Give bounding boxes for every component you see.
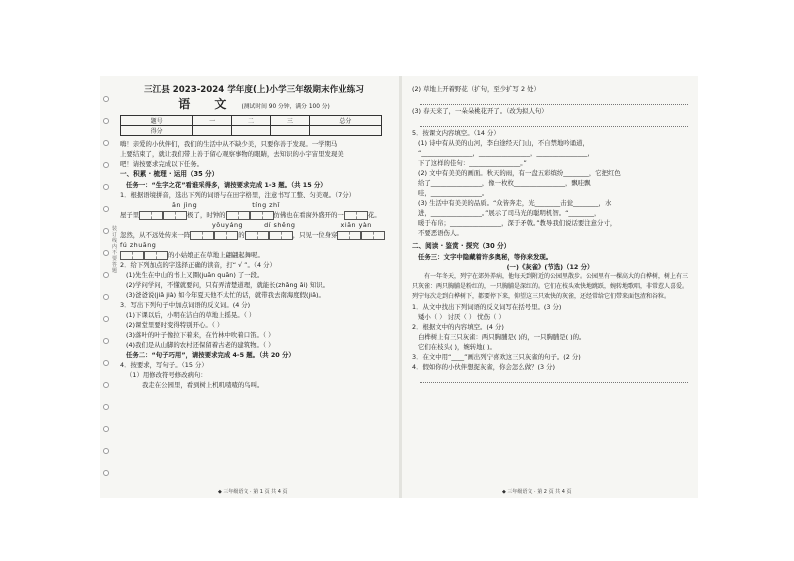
score-cell[interactable] [232, 126, 271, 136]
question-3-item: (1)下课以后，小明在洁白的草地上摇晃。（ ） [126, 311, 256, 319]
tianzige-box[interactable] [361, 231, 385, 240]
pinyin-row [120, 220, 388, 230]
q1-text: 花。 [367, 211, 381, 219]
reading-question-2: 2．根据文中的内容填空。(4 分) [412, 323, 504, 331]
question-5-line: 下了这样的佳句：________________。” [418, 159, 527, 167]
question-4-item: (2) 草地上开着野花（扩句，至少扩写 2 处） [412, 85, 540, 93]
page-right [402, 76, 698, 498]
tianzige-box[interactable] [269, 231, 293, 240]
tianzige-box[interactable] [344, 211, 368, 220]
q1-text: 忽然，从不远处传来一阵 [120, 231, 191, 239]
question-2-item: (3)爸爸说(jiǎ jià) 如今年夏天他不太忙的话，就带我去南海度假(jiǎ)。 [126, 291, 325, 299]
task-1-title: 任务一：“生字之花”看谁采得多，请按要求完成 1-3 题。（共 15 分） [126, 181, 327, 189]
page-footer: ◆ 三年级语文 · 第 2 页 共 4 页 [502, 489, 572, 495]
question-5-line: 暖于布帛；________________，深于矛戟。”教导我们说话要注意分寸， [418, 219, 617, 227]
passage-title: (一)《灰雀》(节选)（12 分） [506, 263, 594, 271]
passage-text: 有一年冬天，列宁在郊外养病，他每天到附近的公园里散步。公园里有一棵高大的白桦树，树上有三只灰雀：两只胸脯是粉红的，一只胸脯是深红的。它们在枝头欢快地跳跃，婉转地歌唱，非常惹人喜爱。列宁每次走到白桦树下，都要停下来，仰望这三只欢快的灰雀，还经常给它们带来面包渣和谷粒。 [412, 273, 689, 300]
question-1-line-1 [120, 210, 388, 220]
question-1: 1．根据语境拼音，选出下列的词语与在田字格里，注意书写工整、匀美观。（7分） [120, 191, 355, 199]
question-3-item: (4)我们是从山脚的农村还保留着古老的建筑物。（ ） [126, 341, 275, 349]
question-5-line: (3) 生活中有美美的品质。“众皆奔走，光________击瓮________，水 [418, 199, 612, 207]
subject-heading [120, 96, 388, 114]
reading-question-4: 4．假如你的小伙伴想捉灰雀，你会怎么做？(3 分) [412, 363, 555, 371]
reading-question-2-line: 白桦树上有三只灰雀：两只胸脯是( )的，一只胸脯是( )的。 [418, 333, 586, 341]
page-left [100, 76, 398, 498]
reading-question-1: 1．从文中找出下列词语的反义词写在括号里。(3 分) [412, 303, 562, 311]
score-cell[interactable] [270, 126, 309, 136]
question-5-line: 哇，________________。 [418, 189, 489, 197]
answer-line[interactable] [420, 373, 688, 383]
reading-question-1-items: 矮小（ ） 讨厌（ ） 忧伤（ ） [418, 313, 505, 321]
q1-text: 时钟的 [206, 211, 226, 219]
question-4-item: （1）用修改符号修改病句： [126, 371, 207, 379]
score-cell[interactable] [193, 126, 232, 136]
q1-text: 极了， [187, 211, 207, 219]
pinyin-row [120, 200, 388, 210]
q1-text: 的 [238, 231, 245, 239]
score-header-cell: 二 [232, 116, 271, 126]
score-table-row [121, 126, 382, 136]
score-header-cell: 三 [270, 116, 309, 126]
pinyin-xian-yan: xiān yàn [340, 221, 372, 229]
intro-line: 嗨！亲爱的小伙伴们，我们的生活中从不缺少美，只要你善于发现。一学期马 [120, 140, 338, 148]
question-1-line-3 [120, 250, 388, 260]
q1-text: 的小姑娘正在草地上翩翩起舞呢。 [168, 251, 264, 259]
answer-line[interactable] [420, 117, 688, 127]
intro-line: 上要结束了，就让我们带上善于留心观察事物的眼睛，去知识的小宇宙里发现美 [120, 150, 344, 158]
question-4: 4．按要求，写句子。（15 分） [120, 361, 208, 369]
question-5-line: 给了________________，像一枚枚________________，飘哇飘 [418, 179, 591, 187]
section-1-title: 一、积累 · 梳理 · 运用（35 分） [120, 170, 219, 178]
tianzige-box[interactable] [245, 231, 269, 240]
question-4-sentence: 我走在公园里，看到树上机叽喳喳的鸟叫。 [142, 381, 264, 389]
tianzige-box[interactable] [139, 211, 163, 220]
page-footer: ◆ 三年级语文 · 第 1 页 共 4 页 [218, 489, 288, 495]
question-5: 5．按课文内容填空。（14 分） [412, 129, 500, 137]
q1-text: 屋子里 [120, 211, 140, 219]
score-header-cell: 总分 [309, 116, 381, 126]
question-4-item: (3) 春天来了，一朵朵桃花开了。（改为拟人句） [412, 107, 548, 115]
reading-question-3: 3．在文中用“____”画出列宁喜欢这三只灰雀的句子。(2 分) [412, 353, 581, 361]
question-2: 2．给下列加点的字选择正确的读音，打“ √ ”。（4 分） [120, 261, 276, 269]
tianzige-box[interactable] [337, 231, 361, 240]
question-5-line: (1) 诗中有从美的山河，李白途经天门山，不自禁地吟诵道， [418, 139, 589, 147]
tianzige-box[interactable] [190, 231, 214, 240]
question-5-line: “________________，________________，________________， [418, 149, 594, 157]
score-header-cell: 一 [193, 116, 232, 126]
score-table-header [121, 116, 382, 126]
question-3-item: (3)落叶的叶子像拉下着来，在竹林中吹着口笛。（ ） [126, 331, 275, 339]
task-2-title: 任务二：“句子巧用”，请按要求完成 4-5 题。（共 20 分） [126, 351, 295, 359]
tianzige-box[interactable] [163, 211, 187, 220]
pinyin-an-jing: ān jìng [172, 201, 198, 209]
reading-question-2-line: 它们在枝头( )，婉转地( )。 [418, 343, 496, 351]
q1-text: 仿佛也在看窗外盛开的一 [273, 211, 344, 219]
tianzige-box[interactable] [120, 251, 144, 260]
q1-text: ，只见一位身穿 [292, 231, 338, 239]
score-table [120, 115, 382, 136]
binding-line-label: 装订线内不要答题 [112, 226, 118, 274]
score-row-label: 得分 [121, 126, 193, 136]
pinyin-di-sheng: dí shēng [264, 221, 296, 229]
tianzige-box[interactable] [250, 211, 274, 220]
intro-line: 吧！请按要求完成以下任务。 [120, 160, 204, 168]
question-5-line: 不要恶语伤人。 [418, 229, 463, 237]
question-2-item: (2)学问学问，不懂就要问，只有弄清楚道理，就能长(zhǎng ǎi) 知识。 [126, 281, 329, 289]
answer-line[interactable] [420, 95, 688, 105]
pinyin-ting-zhi: tíng zhǐ [252, 201, 280, 209]
section-2-title: 二、阅读 · 鉴赏 · 探究（30 分） [412, 242, 511, 250]
tianzige-box[interactable] [214, 231, 238, 240]
tianzige-box[interactable] [144, 251, 168, 260]
subject-name: 语 文 [178, 97, 237, 111]
question-5-line: 进，________________。”展示了司马光的聪明机智。“________， [418, 209, 601, 217]
question-1-line-2 [120, 230, 388, 240]
question-2-item: (1)先生在中山的书上又圈(juān quān) 了一段。 [126, 271, 264, 279]
score-cell[interactable] [309, 126, 381, 136]
subject-note: (测试时间 90 分钟，满分 100 分) [241, 104, 330, 110]
question-3: 3．写出下列句子中加点词语的反义词。(4 分) [120, 301, 251, 309]
tianzige-box[interactable] [226, 211, 250, 220]
pinyin-you-yang: yōuyáng [212, 221, 244, 229]
exam-sheet [100, 76, 698, 498]
score-header-cell: 题号 [121, 116, 193, 126]
question-5-line: (2) 文中有美美的画面。秋天的雨，有一盘五彩缤纷________，它把红色 [418, 169, 621, 177]
task-3-title: 任务三：文字中隐藏着许多奥秘，等你来发现。 [418, 253, 553, 261]
binding-holes [103, 96, 111, 486]
exam-title: 三江县 2023-2024 学年度(上)小学三年级期末作业练习 [144, 85, 364, 95]
pinyin-fu-zhuang: fú zhuāng [120, 241, 157, 249]
question-3-item: (2)课堂里要时变得特别开心。（ ） [126, 321, 224, 329]
